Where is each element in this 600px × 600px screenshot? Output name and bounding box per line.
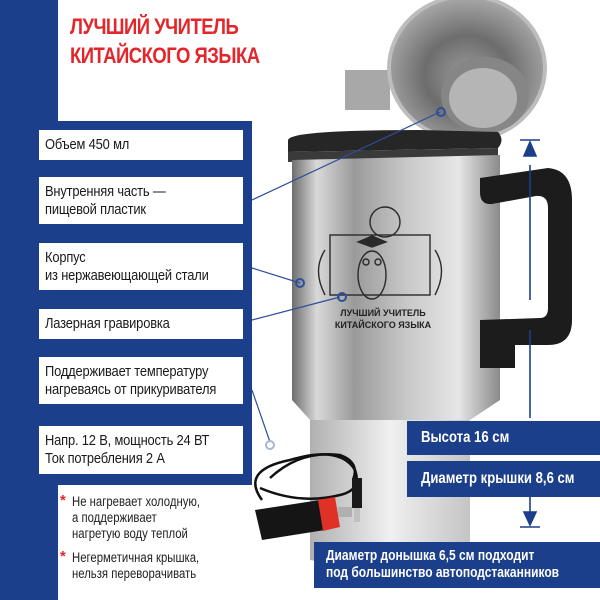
bottom-diameter-label: Диаметр донышка 6,5 см подходит под большинство автоподстаканников bbox=[314, 542, 600, 588]
asterisk-icon: * bbox=[60, 548, 66, 565]
feature-laser-engraving: Лазерная гравировка bbox=[39, 309, 243, 339]
notes-list bbox=[60, 494, 250, 590]
feature-temperature: Поддерживает температуру нагреваясь от прикуривателя bbox=[39, 357, 243, 404]
title-line-1: ЛУЧШИЙ УЧИТЕЛЬ bbox=[70, 14, 239, 39]
note-item: * Негерметичная крышка, нельзя переворачивать bbox=[60, 548, 200, 581]
note-item: * Не нагревает холодную, а поддерживает нагретую воду теплой bbox=[60, 492, 201, 541]
asterisk-icon: * bbox=[60, 492, 66, 509]
title-line-2: КИТАЙСКОГО ЯЗЫКА bbox=[70, 43, 260, 68]
engraving-text-line-1: ЛУЧШИЙ УЧИТЕЛЬ bbox=[340, 308, 426, 318]
lid-diameter-label: Диаметр крышки 8,6 см bbox=[407, 461, 600, 497]
engraving-text-line-2: КИТАЙСКОГО ЯЗЫКА bbox=[334, 320, 432, 330]
feature-electrical-specs: Напр. 12 В, мощность 24 ВТ Ток потребления 2 А bbox=[39, 426, 243, 474]
feature-inner-material: Внутренняя часть — пищевой пластик bbox=[39, 177, 243, 224]
callout-dot-icon bbox=[266, 441, 274, 449]
mug-cup-icon bbox=[345, 0, 545, 140]
feature-body-material: Корпус из нержавеющающей стали bbox=[39, 243, 243, 290]
height-label: Высота 16 см bbox=[407, 421, 600, 455]
feature-volume: Объем 450 мл bbox=[39, 130, 243, 160]
